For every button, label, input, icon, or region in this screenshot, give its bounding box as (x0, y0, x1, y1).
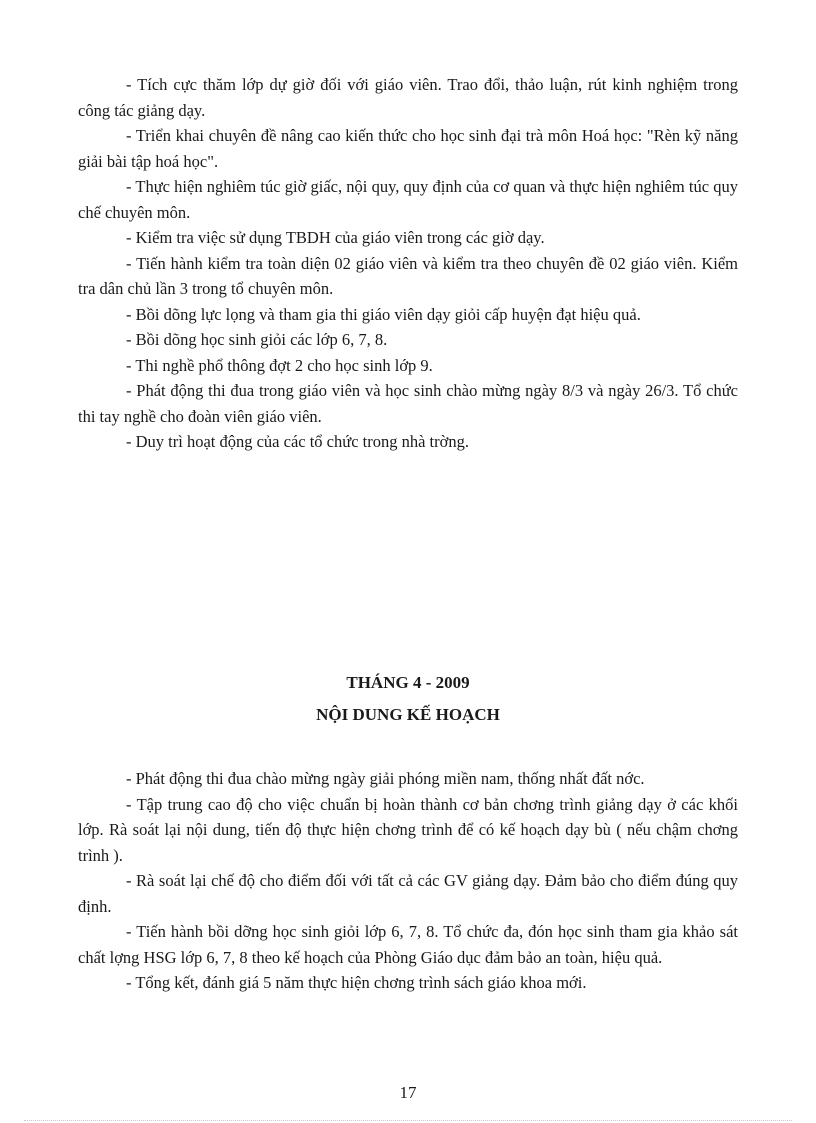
plan-heading: NỘI DUNG KẾ HOẠCH (316, 705, 500, 724)
top-paragraph-4: - Kiểm tra việc sử dụng TBDH của giáo viên trong các giờ dạy. (126, 228, 545, 247)
month-heading: THÁNG 4 - 2009 (346, 673, 470, 692)
top-paragraph-3: - Thực hiện nghiêm túc giờ giấc, nội quy, quy định của cơ quan và thực hiện nghiêm túc quy chế chuyên môn. (78, 177, 738, 222)
top-paragraph-6: - Bồi dõng lực lọng và tham gia thi giáo viên dạy giỏi cấp huyện đạt hiệu quả. (126, 304, 641, 324)
top-paragraph-9: - Phát động thi đua trong giáo viên và học sinh chào mừng ngày 8/3 và ngày 26/3. Tổ chức thi tay nghề cho đoàn viên giáo viên. (78, 381, 738, 426)
top-paragraph-10: - Duy trì hoạt động của các tổ chức trong nhà trờng. (126, 432, 469, 451)
bottom-paragraph-5: - Tổng kết, đánh giá 5 năm thực hiện chơng trình sách giáo khoa mới. (126, 973, 587, 992)
top-paragraph-7: - Bồi dõng học sinh giỏi các lớp 6, 7, 8. (126, 330, 388, 349)
page-number: 17 (399, 1083, 417, 1102)
top-paragraph-5: - Tiến hành kiểm tra toàn diện 02 giáo viên và kiểm tra theo chuyên đề 02 giáo viên. Kiểm tra dân chủ lần 3 trong tổ chuyên môn. (78, 253, 738, 298)
bottom-paragraph-4: - Tiến hành bồi dỡng học sinh giỏi lớp 6, 7, 8. Tổ chức đa, đón học sinh tham gia khảo sát chất lợng HSG lớp 6, 7, 8 theo kế hoạch của Phòng Giáo dục đảm bảo an toàn, hiệu quả. (78, 922, 738, 967)
top-paragraph-8: - Thi nghề phổ thông đợt 2 cho học sinh lớp 9. (126, 355, 433, 375)
bottom-paragraph-3: - Rà soát lại chế độ cho điểm đối với tất cả các GV giảng dạy. Đảm bảo cho điểm đúng quy định. (78, 871, 738, 916)
bottom-paragraph-2: - Tập trung cao độ cho việc chuẩn bị hoàn thành cơ bản chơng trình giảng dạy ở các khối lớp. Rà soát lại nội dung, tiến độ thực hiện chơng trình để có kế hoạch dạy bù ( nếu chậm chơng trình ). (78, 794, 738, 865)
top-section (78, 72, 738, 455)
bottom-section (78, 766, 738, 996)
top-paragraph-2: - Triển khai chuyên đề nâng cao kiến thức cho học sinh đại trà môn Hoá học: "Rèn kỹ năng giải bài tập hoá học". (78, 126, 738, 171)
top-paragraph-1: - Tích cực thăm lớp dự giờ đối với giáo viên. Trao đổi, thảo luận, rút kinh nghiệm trong công tác giảng dạy. (78, 75, 738, 120)
footer-divider (24, 1120, 792, 1121)
bottom-paragraph-1: - Phát động thi đua chào mừng ngày giải phóng miền nam, thống nhất đất nớc. (126, 769, 645, 788)
